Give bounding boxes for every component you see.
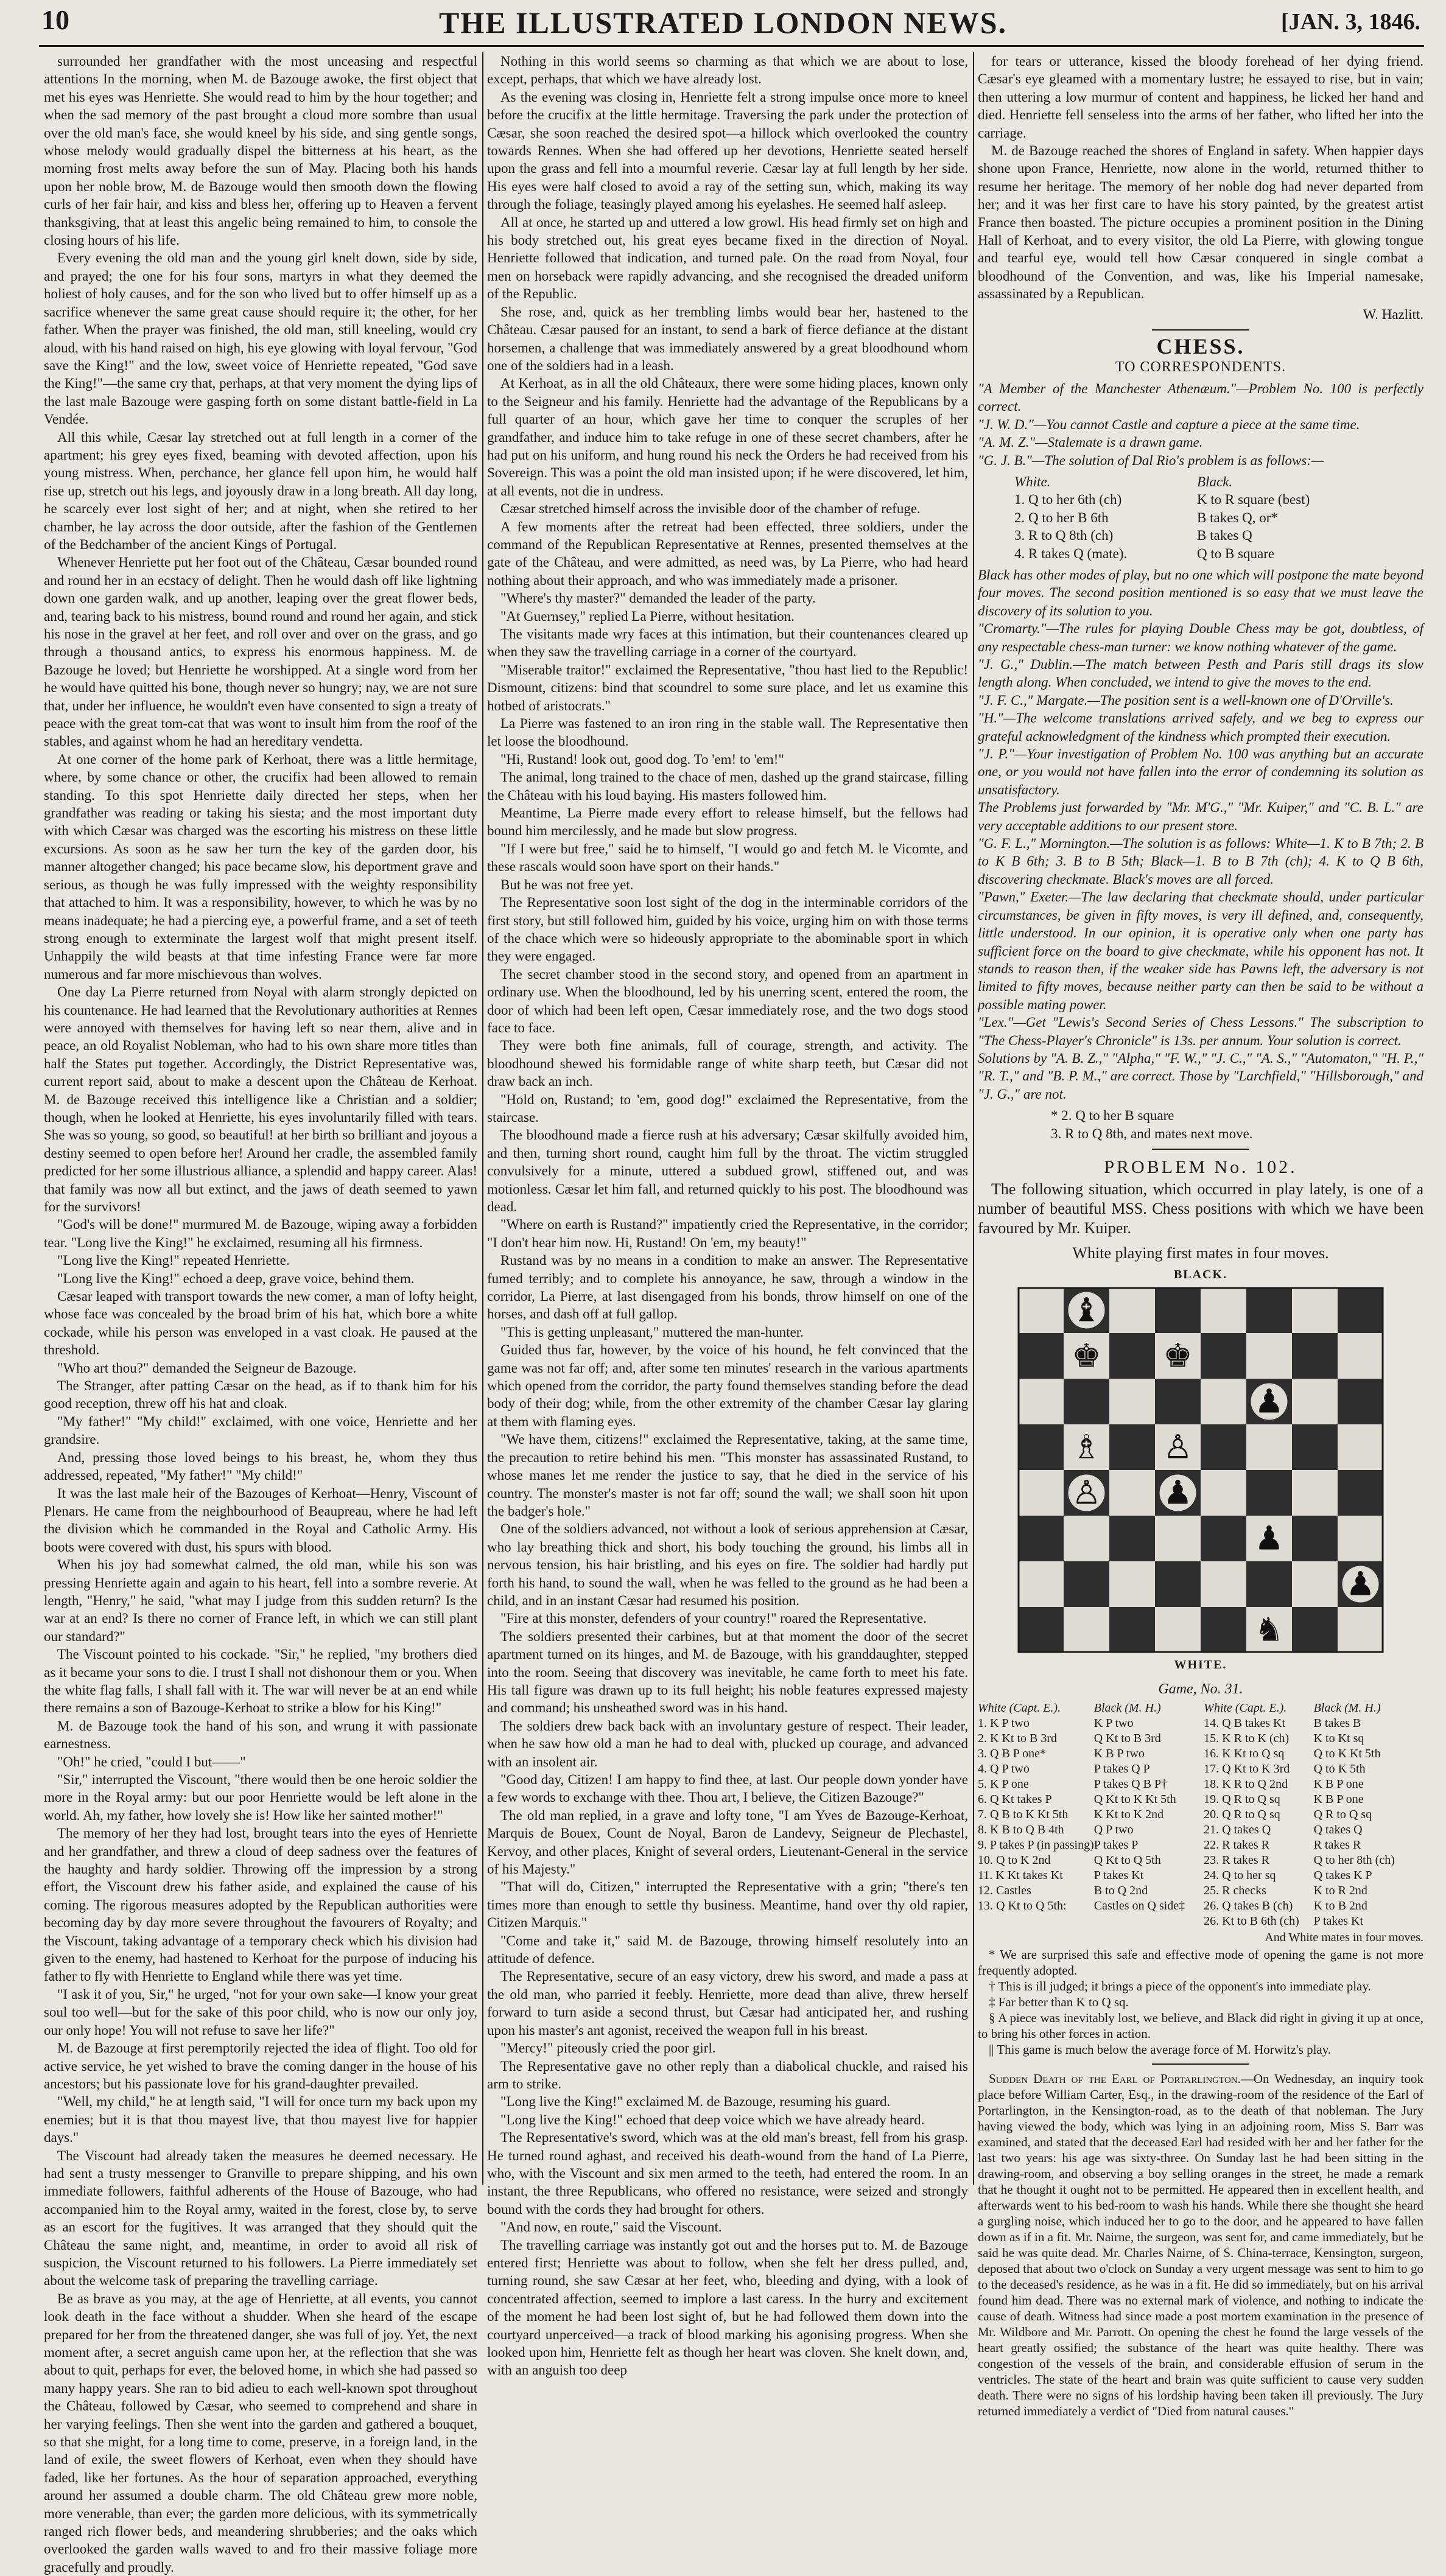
game-move: 2. K Kt to B 3rd — [978, 1732, 1057, 1745]
issue-date: [JAN. 3, 1846. — [1280, 9, 1420, 35]
story-paragraph: Cæsar stretched himself across the invisible door of the chamber of refuge. — [500, 501, 921, 517]
game-move: 13. Q Kt to Q 5th: — [978, 1899, 1067, 1913]
story-paragraph: The Stranger, after patting Cæsar on the head, as if to thank him for his good reception, threw off his hat and cloak. — [44, 1378, 477, 1412]
game-move: K to Kt sq — [1313, 1732, 1364, 1745]
game-move: 23. R takes R — [1204, 1853, 1269, 1867]
board-square — [1064, 1379, 1109, 1424]
game-move: 1. K P two — [978, 1717, 1030, 1730]
news-headline: Sudden Death of the Earl of Portarlington. — [989, 2071, 1241, 2087]
story-paragraph: "God's will be done!" murmured M. de Bazouge, wiping away a forbidden tear. "Long live the King!" he exclaimed, resuming all his firmness. — [44, 1217, 477, 1250]
story-paragraph: "And now, en route," said the Viscount. — [500, 2219, 722, 2235]
solution-table — [1014, 473, 1423, 562]
game-move: 22. R takes R — [1204, 1838, 1269, 1852]
game-move: 16. K Kt to Q sq — [1204, 1747, 1285, 1760]
story-paragraph: "My father!" "My child!" exclaimed, with one voice, Henriette and her grandsire. — [44, 1413, 477, 1447]
story-paragraph: "Fire at this monster, defenders of your country!" roared the Representative. — [500, 1611, 927, 1626]
page-header — [0, 0, 1446, 47]
footnote-moves — [1051, 1107, 1423, 1143]
story-paragraph: surrounded her grandfather with the most unceasing and respectful attentions In the morning, when M. de Bazouge awoke, the first object that met his eyes was Henriette. She would read to him by the hour together; and when the sad memory of the past brought a cloud more sombre than usual over the old man's face, she would kneel by his side, and sing gentle songs, whose melody would gradually dispel the bitterness at his heart, as the morning frost melts away before the sun of May. Placing both his hands upon her noble brow, M. de Bazouge would then smooth down the flowing curls of her fair hair, and kiss and bless her, offering up to Heaven a fervent thanksgiving, that at least this angelic being remained to him, to console the closing hours of his life. — [44, 54, 477, 248]
solution-move-row — [1014, 509, 1423, 527]
game-move: Q takes K P — [1313, 1869, 1372, 1882]
correspondent-note: "G. J. B."—The solution of Dal Rio's problem is as follows:— — [978, 452, 1324, 468]
correspondent-note: "A Member of the Manchester Athenæum."—Problem No. 100 is perfectly correct. — [978, 380, 1423, 415]
story-paragraph: Guided thus far, however, by the voice of his hound, he felt convinced that the game was not far off; and, after some ten minutes' research in the various apartments which opened from the corridor, the party found themselves standing before the dead body of their dog; while, from the other extremity of the chamber Cæsar lay glaring at them with flaming eyes. — [487, 1342, 968, 1429]
correspondent-note: "J. P."—Your investigation of Problem No. 100 was anything but an accurate one, or you would not have fallen into the error of condemning its solution as unsatisfactory. — [978, 746, 1423, 797]
solution-move-black: B takes Q, or* — [1197, 509, 1278, 525]
story-paragraph: Every evening the old man and the young girl knelt down, side by side, and prayed; the one for his four sons, martyrs in what they deemed the holiest of holy causes, and for the son who lived but to offer himself up as a sacrifice whenever the same great cause should require it; the other, for her father. When the prayer was finished, the old man, still kneeling, would cry aloud, with his hand raised on high, his eye glowing with loyal fervour, "God save the King!" and the low, sweet voice of Henriette repeated, "God save the King!"—the same cry that, perhaps, at that very moment the dying lips of the last male Bazouge were gasping forth on some distant battle-field in La Vendée. — [44, 250, 477, 427]
board-square — [1246, 1333, 1292, 1379]
board-square — [1338, 1470, 1383, 1516]
story-paragraph: The visitants made wry faces at this intimation, but their countenances cleared up when they saw the travelling carriage in a corner of the courtyard. — [487, 626, 968, 660]
game-move: P takes Kt — [1093, 1869, 1144, 1882]
story-paragraph: M. de Bazouge at first peremptorily rejected the idea of flight. Too old for active service, he yet wished to brave the coming danger in the house of his ancestors; but his passionate love for his grand-daughter prevailed. — [44, 2040, 477, 2091]
story-paragraph: The memory of her they had lost, brought tears into the eyes of Henriette and her grandfather, and threw a cloud of deep sadness over the features of the haughty and hardy soldier. Throwing off the impression by a strong effort, the Viscount drew his father aside, and explained the cause of his coming. The rigorous measures adopted by the Republican authorities were becoming day by day more severe throughout the favourers of Royalty; and the Viscount, taking advantage of a temporary check which his division had given to the enemy, had hastened to Kerhoat for the purpose of inducing his father to fly with Henriette to England while there was yet time. — [44, 1825, 477, 1984]
board-square — [1246, 1470, 1292, 1516]
masthead-title: THE ILLUSTRATED LONDON NEWS. — [438, 5, 1008, 40]
board-square — [1064, 1561, 1109, 1607]
board-square — [1018, 1379, 1064, 1424]
story-paragraph: One of the soldiers advanced, not without a look of serious apprehension at Cæsar, who lay breathing thick and short, his body touching the ground, his limbs all in nervous tension, his hair bristling, and his eyes on fire. The soldier had hardly put forth his hand, to sound the wall, when he was felled to the ground as he had been a child, and in an instant Cæsar had resumed his position. — [487, 1521, 968, 1608]
correspondent-note: Solutions by "A. B. Z.," "Alpha," "F. W.," "J. C.," "A. S.," "Automaton," "H. P.," "R. T.," and "B. P. M.," are correct. Those by "Larchfield," "Hillsborough," and "J. G.," are not. — [978, 1050, 1423, 1102]
correspondents-notes — [978, 380, 1423, 469]
game-move: Q to K Kt 5th — [1313, 1747, 1381, 1760]
story-paragraph: "At Guernsey," replied La Pierre, without hesitation. — [500, 608, 795, 624]
game-move: P takes Q B P† — [1093, 1777, 1168, 1791]
game-move: Q to K 5th — [1313, 1762, 1366, 1776]
board-square — [1018, 1424, 1064, 1470]
author-signature: W. Hazlitt. — [1363, 306, 1423, 322]
board-square — [1109, 1424, 1155, 1470]
game-col-head: Black (M. H.) — [1093, 1701, 1161, 1715]
footnote-move: 3. R to Q 8th, and mates next move. — [1051, 1125, 1253, 1141]
story-column-1 — [44, 52, 477, 2575]
game-move: 8. K B to Q B 4th — [978, 1823, 1064, 1836]
game-move: Q Kt to B 3rd — [1093, 1732, 1161, 1745]
correspondent-note: "Lex."—Get "Lewis's Second Series of Chess Lessons." The subscription to "The Chess-Player's Chronicle" is 13s. per annum. Your solution is correct. — [978, 1015, 1423, 1048]
story-paragraph: "That will do, Citizen," interrupted the Representative with a grin; "there's ten times more than enough to settle thy business. Meantime, hand over thy old rapier, Citizen Marquis." — [487, 1879, 968, 1931]
story-paragraph: "Where's thy master?" demanded the leader of the party. — [500, 590, 816, 606]
solution-move-row — [1014, 545, 1423, 562]
story-paragraph: The Representative gave no other reply than a diabolical chuckle, and raised his arm to strike. — [487, 2058, 968, 2091]
story-paragraph: The travelling carriage was instantly got out and the horses put to. M. de Bazouge entered first; Henriette was about to follow, when she felt her dress pulled, and, turning round, she saw Cæsar at her feet, who, bleeding and dying, with a look of concentrated affection, seemed to implore a last caress. In the hurry and excitement of the moment he had been lost sight of, but he had followed them down into the courtyard unperceived—a track of blood marking his agonising progress. When she looked upon him, Henriette felt as though her heart was cloven. She knelt down, and, with an anguish too deep — [487, 2237, 968, 2378]
game-move: 7. Q B to K Kt 5th — [978, 1808, 1069, 1821]
chess-piece-black: ♟ — [1254, 1382, 1284, 1421]
game-move: Q takes Q — [1313, 1823, 1363, 1836]
solution-move-black: B takes Q — [1197, 528, 1252, 544]
story-paragraph: "Well, my child," he at length said, "I will for once turn my back upon my enemies; but it is that thou mayest live, that thou mayest live for happier days." — [44, 2094, 477, 2146]
chess-piece-black: ♞ — [1254, 1610, 1284, 1649]
game-move: 6. Q Kt takes P — [978, 1793, 1052, 1806]
story-paragraph: Be as brave as you may, at the age of Henriette, at all events, you cannot look death in the face without a shudder. When she heard of the escape prepared for her from the threatened danger, she was full of joy. Yet, the next moment after, a secret anguish came upon her, at the reflection that she was about to quit, perhaps for ever, the beloved home, in which she had passed so many happy years. She ran to bid adieu to each well-known spot throughout the Château, followed by Cæsar, who seemed to comprehend and share in her varying feelings. Then she went into the garden and gathered a bouquet, so that she might, for a long time to come, preserve, in a foreign land, in the land of exile, the sweet flowers of Kerhoat, even when they should have faded, like her fortunes. As the hour of separation approached, everything around her assumed a double charm. The old Château grew more noble, more venerable, than ever; the garden more delicious, with its symmetrically ranged rich flower beds, and meandering shrubberies; and the oaks which overlooked the garden walls waved to and fro their massive foliage more gracefully and proudly. — [44, 2291, 477, 2575]
story-paragraph: The Representative's sword, which was at the old man's breast, fell from his grasp. He turned round aghast, and received his death-wound from the hand of La Pierre, who, with the Viscount and six men armed to the teeth, had entered the room. In an instant, the three Republicans, who offered no resistance, were seized and strongly bound with the cords they had brought for others. — [487, 2130, 968, 2217]
game-move: 24. Q to her sq — [1204, 1869, 1276, 1882]
story-paragraph: for tears or utterance, kissed the bloody forehead of her dying friend. Cæsar's eye gleamed with a momentary lustre; he essayed to rise, but in vain; then uttering a low murmur of content and happiness, he licked her hand and died. Henriette fell senseless into the arms of her father, who lifted her into the carriage. — [978, 54, 1423, 141]
board-square — [1201, 1424, 1246, 1470]
game-move: 26. Kt to B 6th (ch) — [1204, 1914, 1299, 1928]
game-notes — [978, 1947, 1423, 2057]
game-col-head: White (Capt. E.). — [1204, 1701, 1287, 1715]
board-square — [1018, 1607, 1064, 1653]
column-divider — [482, 52, 483, 2185]
news-body: —On Wednesday, an inquiry took place before William Carter, Esq., in the drawing-room of the residence of the Earl of Portarlington, in the Kensington-road, as to the death of that nobleman. The Jury having viewed the body, which was lying in an adjoining room, Miss S. Barr was examined, and stated that the deceased Earl had resided with her and her father for the last two years: his age was sixty-three. On Sunday last he had been sitting in the drawing-room, and observing a boy selling oranges in the street, he made a remark that he thought it ought not to be permitted. He appeared then in excellent health, and afterwards went to his bed-room to wash his hands. While there she thought she heard a gurgling noise, which induced her to go to the door, and he appeared to have fallen down as if in a fit. Mr. Nairne, the surgeon, was sent for, and came immediately, but he said he was quite dead. Mr. Charles Nairne, of S. China-terrace, Kensington, surgeon, deposed that about two o'clock on Sunday a very urgent message was sent to him to go to the deceased's residence, as he was in a fit. He did so immediately, but on his arrival found him dead. There was no external mark of violence, and nothing to indicate the cause of death. Witness had since made a post mortem examination in the presence of Mr. Wildbore and Mr. Parrott. On opening the chest he found the large vessels of the heart greatly ossified; the substance of the heart was quite healthy. There was congestion of the vessels of the brain, and considerable effusion of serum in the ventricles. The state of the heart and brain was quite sufficient to cause very sudden death. There were no signs of his lordship having been taken ill previously. The Jury returned immediately a verdict of "Died from natural causes." — [978, 2071, 1423, 2419]
solution-move-white: 4. R takes Q (mate). — [1014, 545, 1128, 561]
story-paragraph: The soldiers presented their carbines, but at that moment the door of the secret apartment turned on its hinges, and M. de Bazouge, with his granddaughter, stepped into the room. Seeing that discovery was inevitable, he came forth to meet his fate. His tall figure was drawn up to its full height; his noble features expressed majesty and command; his unsheathed sword was in his hand. — [487, 1628, 968, 1716]
solution-move-row — [1014, 491, 1423, 508]
game-move: 4. Q P two — [978, 1762, 1030, 1776]
board-square — [1018, 1287, 1064, 1333]
story-paragraph: She rose, and, quick as her trembling limbs would bear her, hastened to the Château. Cæsar paused for an instant, to send a bark of fierce defiance at the distant horsemen, a challenge that was immediately answered by a great bloodhound whom one of the soldiers had in a leash. — [487, 304, 968, 373]
game-col-head: Black (M. H.) — [1313, 1701, 1381, 1715]
story-paragraph: La Pierre was fastened to an iron ring in the stable wall. The Representative then let loose the bloodhound. — [487, 716, 968, 749]
story-paragraph: The animal, long trained to the chace of men, dashed up the grand staircase, filling the Château with his loud baying. His masters followed him. — [487, 769, 968, 803]
story-paragraph: The old man replied, in a grave and lofty tone, "I am Yves de Bazouge-Kerhoat, Marquis de Bouex, Count de Noyal, Baron de Landevy, Seigneur de Plechastel, Kervoy, and other places, Knight of several orders, Lieutenant-General in the service of his Majesty." — [487, 1807, 968, 1877]
correspondent-note: "G. F. L.," Mornington.—The solution is as follows: White—1. K to B 7th; 2. B to K B 6th; 3. B to B 5th; Black—1. B to B 7th (ch); 4. K to Q B 6th, discovering checkmate. Black's moves are all forced. — [978, 836, 1423, 887]
section-rule — [1152, 329, 1249, 331]
story-paragraph: The Representative, secure of an easy victory, drew his sword, and made a pass at the old man, who parried it feebly. Henriette, more dead than alive, threw herself forward to turn aside a second thrust, but Cæsar had anticipated her, and rushing upon his master's ant agonist, received the weapon full in his breast. — [487, 1969, 968, 2038]
board-square — [1292, 1287, 1338, 1333]
story-paragraph: "Miserable traitor!" exclaimed the Representative, "thou hast lied to the Republic! Dismount, citizens: bind that scoundrel to some sure place, and let us examine this hotbed of aristocrats." — [487, 662, 968, 713]
story-paragraph: At one corner of the home park of Kerhoat, there was a little hermitage, where, by some chance or other, the crucifix had been allowed to remain standing. To this spot Henriette daily directed her steps, when her grandfather was reading or taking his siesta; and the most important duty with which Cæsar was charged was the escorting his mistress on these little excursions. As soon as he saw her turn the key of the garden door, his manner altogether changed; his pace became slow, his deportment grave and serious, as though he was fully impressed with the weighty responsibility that attached to him. It was a responsibility, however, to which he was by no means inadequate; he had a piercing eye, a powerful frame, and a set of teeth strong enough to exterminate the largest wolf that might present itself. Unhappily the wild beasts at that time infesting France were far more numerous and far more mischievous than wolves. — [44, 751, 477, 982]
story-paragraph: "I ask it of you, Sir," he urged, "not for your own sake—I know your great soul too well—but for the sake of this poor child, who is now our only joy, our only hope! You will not refuse to save her life?" — [44, 1986, 477, 2038]
game-heading: Game, No. 31. — [1158, 1681, 1243, 1697]
board-square — [1109, 1379, 1155, 1424]
story-paragraph: Whenever Henriette put her foot out of the Château, Cæsar bounded round and round her in an ecstacy of delight. Then he would dash off like lightning down one garden walk, and up another, leaping over the great flower beds, and, tearing back to his mistress, bound round and round her again, and stick his nose in the gravel at her feet, and roll over and over on the grass, and go through a thousand antics, to express his enormous happiness. M. de Bazouge he loved; but Henriette he worshipped. At a single word from her he would have quitted his bone, though never so hungry; nay, we are not sure that, under her influence, he wouldn't even have consented to sign a treaty of peace with the great tom-cat that was wont to insult him from the roof of the stables, and against whom he had an hereditary vendetta. — [44, 555, 477, 749]
chess-piece-black: ♝ — [1072, 1290, 1101, 1329]
board-square — [1201, 1379, 1246, 1424]
game-move: K to R 2nd — [1313, 1884, 1367, 1897]
story-paragraph: They were both fine animals, full of courage, strength, and activity. The bloodhound shewed his formidable range of white sharp teeth, but Cæsar did not draw back an inch. — [487, 1038, 968, 1090]
story-paragraph: M. de Bazouge took the hand of his son, and wrung it with passionate earnestness. — [44, 1718, 477, 1752]
correspondent-note: "Cromarty."—The rules for playing Double Chess may be got, doubtless, of any respectable chess-man turner: we know nothing whatever of the game. — [978, 621, 1423, 654]
game-move: Q R to Q sq — [1313, 1808, 1372, 1821]
correspondent-note: "J. F. C.," Margate.—The position sent is a well-known one of D'Orville's. — [978, 692, 1394, 708]
correspondent-note: "Pawn," Exeter.—The law declaring that checkmate should, under particular circumstances, be given in fifty moves, is very ill defined, and, consequently, little understood. In our opinion, it is operative only when one party has sufficient force on the board to give checkmate, while his opponent has not. It stands to reason then, if the weaker side has Pawns left, the adversary is not limited to fifty moves, because neither party can then be said to be without a possible mating power. — [978, 889, 1423, 1012]
game-move: 26. Q takes B (ch) — [1204, 1899, 1293, 1913]
game-move: K B P two — [1093, 1747, 1145, 1760]
game-move: P takes Kt — [1313, 1914, 1364, 1928]
story-column-3 — [978, 52, 1423, 2419]
board-square — [1201, 1561, 1246, 1607]
board-square — [1292, 1333, 1338, 1379]
board-square — [1246, 1424, 1292, 1470]
story-paragraph: A few moments after the retreat had been effected, three soldiers, under the command of the Republican Representative at Rennes, presented themselves at the gate of the Château, and were admitted, as need was, by La Pierre, who had heard nothing about their approach, and who was immediately made a prisoner. — [487, 519, 968, 588]
solution-move-black: K to R square (best) — [1197, 492, 1310, 508]
section-rule — [1152, 2063, 1249, 2065]
correspondent-note: "H."—The welcome translations arrived safely, and we beg to express our grateful acknowledgment of the kindness which prompted their execution. — [978, 710, 1423, 744]
game-move: 5. K P one — [978, 1777, 1029, 1791]
solution-move-black: Q to B square — [1197, 545, 1275, 561]
board-square — [1109, 1287, 1155, 1333]
game-note: || This game is much below the average force of M. Horwitz's play. — [989, 2042, 1332, 2057]
game-score — [978, 1701, 1423, 1929]
solution-move-white: 1. Q to her 6th (ch) — [1014, 492, 1122, 508]
game-move: 18. K R to Q 2nd — [1204, 1777, 1288, 1791]
game-move: Q Kt to Q 5th — [1093, 1853, 1161, 1867]
story-paragraph: "Long live the King!" repeated Henriette. — [57, 1253, 290, 1269]
story-paragraph: "This is getting unpleasant," muttered the man-hunter. — [500, 1324, 804, 1340]
story-paragraph: All this while, Cæsar lay stretched out at full length in a corner of the apartment; his grey eyes fixed, beaming with devoted affection, upon his young mistress. When, perchance, her glance fell upon him, he would half rise up, stretch out his legs, and joyously draw in a long breath. All day long, he scarcely ever lost sight of her; and at night, when she retired to her chamber, he lay across the door outside, after the fashion of the Gentlemen of the Bedchamber of the ancient Kings of Portugal. — [44, 429, 477, 552]
board-square — [1338, 1516, 1383, 1561]
game-note: § A piece was inevitably lost, we believe, and Black did right in giving it up at once, to bring his other forces in action. — [978, 2011, 1423, 2042]
game-move: P takes P — [1093, 1838, 1139, 1852]
board-square — [1292, 1470, 1338, 1516]
board-square — [1338, 1287, 1383, 1333]
chess-piece-white: ♚ — [1072, 1336, 1101, 1375]
game-move: Q to her 8th (ch) — [1313, 1853, 1395, 1867]
problem-heading: PROBLEM No. 102. — [1104, 1157, 1297, 1177]
game-note: ‡ Far better than K to Q sq. — [989, 1995, 1129, 2010]
chess-heading: CHESS. — [1156, 334, 1245, 359]
board-square — [1018, 1561, 1064, 1607]
story-paragraph: The Viscount pointed to his cockade. "Sir," he replied, "my brothers died as it became your sons to die. I trust I shall not dishonour them or you. When the white flag falls, I shall fall with it. The war will never be at an end while there remains a son of Bazouge-Kerhoat to strike a blow for his King!" — [44, 1647, 477, 1716]
game-result: And White mates in four moves. — [1265, 1931, 1423, 1944]
board-square — [1155, 1516, 1201, 1561]
game-move: B takes B — [1313, 1717, 1361, 1730]
board-square — [1201, 1607, 1246, 1653]
story-paragraph: When his joy had somewhat calmed, the old man, while his son was pressing Henriette again and again to his heart, fell into a sombre reverie. At length, "Henry," he said, "what may I judge from this sudden return? Is the war at an end? Is there no corner of France left, in which we can still plant our standard?" — [44, 1557, 477, 1644]
chess-piece-black: ♟ — [1254, 1519, 1284, 1558]
game-note: * We are surprised this safe and effective mode of opening the game is not more frequently adopted. — [978, 1947, 1423, 1978]
game-move: K P two — [1093, 1717, 1134, 1730]
board-square — [1292, 1424, 1338, 1470]
game-move: B to Q 2nd — [1093, 1884, 1148, 1897]
correspondents-heading: TO CORRESPONDENTS. — [1115, 359, 1286, 375]
story-paragraph: "Long live the King!" echoed a deep, grave voice, behind them. — [57, 1270, 415, 1286]
story-paragraph: All at once, he started up and uttered a low growl. His head firmly set on high and his body stretched out, his great eyes became fixed in the direction of Noyal. Henriette followed that indication, and turned pale. On the road from Noyal, four men on horseback were rapidly advancing, and she recognised the dreaded uniform of the Republic. — [487, 214, 968, 302]
board-square — [1018, 1333, 1064, 1379]
game-move: 9. P takes P (in passing) — [978, 1838, 1094, 1852]
board-square — [1338, 1607, 1383, 1653]
story-paragraph: "Long live the King!" echoed that deep voice which we have already heard. — [500, 2112, 925, 2127]
solution-move-white: 3. R to Q 8th (ch) — [1014, 528, 1114, 544]
story-paragraph: "Come and take it," said M. de Bazouge, throwing himself resolutely into an attitude of defence. — [487, 1933, 968, 1967]
correspondent-note: "J. G.," Dublin.—The match between Pesth and Paris still drags its slow length along. When concluded, we intend to give the moves to the end. — [978, 657, 1423, 690]
story-paragraph: "Hold on, Rustand; to 'em, good dog!" exclaimed the Representative, from the staircase. — [487, 1091, 968, 1125]
game-move: R takes R — [1313, 1838, 1361, 1852]
board-square — [1338, 1424, 1383, 1470]
story-paragraph: The bloodhound made a fierce rush at his adversary; Cæsar skilfully avoided him, and then, turning short round, caught him full by the throat. The victim struggled convulsively for a minute, uttered a subdued growl, stiffened out, and was motionless. Cæsar let him fall, and returned quickly to his post. The bloodhound was dead. — [487, 1127, 968, 1214]
story-paragraph: "Who art thou?" demanded the Seigneur de Bazouge. — [57, 1360, 357, 1376]
story-paragraph: The secret chamber stood in the second story, and opened from an apartment in ordinary use. When the bloodhound, led by his unerring scent, entered the room, the door of which had been left open, Cæsar immediately rose, and the two dogs stood face to face. — [487, 966, 968, 1035]
news-item — [978, 2071, 1423, 2419]
board-square — [1201, 1333, 1246, 1379]
correspondent-note: Black has other modes of play, but no one which will postpone the mate beyond four moves. The second position mentioned is so easy that we must leave the discovery of its solution to you. — [978, 567, 1423, 618]
story-paragraph: Nothing in this world seems so charming as that which we are about to lose, except, perhaps, that which we have already lost. — [487, 54, 968, 87]
story-paragraph: "Where on earth is Rustand?" impatiently cried the Representative, in the corridor; "I don't hear him now. Hi, Rustand! On 'em, my beauty!" — [487, 1217, 968, 1250]
game-move: 14. Q B takes Kt — [1204, 1717, 1286, 1730]
game-move: 15. K R to K (ch) — [1204, 1732, 1290, 1745]
board-square — [1018, 1470, 1064, 1516]
game-move: 11. K Kt takes Kt — [978, 1869, 1063, 1882]
story-paragraph: M. de Bazouge reached the shores of England in safety. When happier days shone upon France, Henriette, now alone in the world, returned thither to resume her heritage. The memory of her noble dog had never departed from her; and it was her first care to have his story painted, by the greatest artist France then boasted. The picture occupies a prominent position in the Dining Hall of Kerhoat, and to every visitor, the old La Pierre, with glowing tongue and tearful eye, would tell how Cæsar conquered in single combat a bloodhound of the Convention, and was, like his Imperial namesake, assassinated by a Republican. — [978, 143, 1423, 302]
game-move: 3. Q B P one* — [978, 1747, 1047, 1760]
game-col-head: White (Capt. E.). — [978, 1701, 1061, 1715]
board-label-white: WHITE. — [1174, 1658, 1227, 1672]
problem-intro: The following situation, which occurred in play lately, is one of a number of beautiful MSS. Chess positions with which we have been favoured by Mr. Kuiper. — [978, 1180, 1423, 1237]
board-square — [1338, 1333, 1383, 1379]
story-paragraph: "Long live the King!" exclaimed M. de Bazouge, resuming his guard. — [500, 2094, 891, 2110]
game-move: Castles on Q side‡ — [1093, 1899, 1185, 1913]
board-square — [1064, 1607, 1109, 1653]
header-rule — [39, 45, 1424, 47]
game-move: 20. Q R to Q sq — [1204, 1808, 1280, 1821]
story-paragraph: "If I were but free," said he to himself, "I would go and fetch M. le Vicomte, and these rascals would soon have sport on their hands." — [487, 841, 968, 875]
game-move: P takes Q P — [1093, 1762, 1150, 1776]
section-rule — [1152, 1149, 1249, 1150]
footnote-move: * 2. Q to her B square — [1051, 1108, 1174, 1124]
game-move: K Kt to K 2nd — [1093, 1808, 1164, 1821]
story-paragraph: The Viscount had already taken the measures he deemed necessary. He had sent a trusty messenger to Granville to prepare shipping, and his own immediate followers, faithful adherents of the House of Bazouge, who had accompanied him to the Royal army, waited in the forest, close by, to serve as an escort for the fugitives. It was arranged that they should quit the Château the same night, and, meantime, in order to avoid all risk of suspicion, the Viscount returned to his followers. La Pierre immediately set about the welcome task of preparing the travelling carriage. — [44, 2147, 477, 2289]
game-move: 25. R checks — [1204, 1884, 1266, 1897]
board-square — [1109, 1561, 1155, 1607]
correspondent-note: "A. M. Z."—Stalemate is a drawn game. — [978, 435, 1203, 450]
story-paragraph: "Mercy!" piteously cried the poor girl. — [500, 2040, 716, 2056]
game-move: 10. Q to K 2nd — [978, 1853, 1051, 1867]
correspondent-note: "J. W. D."—You cannot Castle and capture a piece at the same time. — [978, 416, 1360, 432]
game-move: K B P one — [1313, 1793, 1364, 1806]
board-square — [1155, 1607, 1201, 1653]
board-square — [1246, 1287, 1292, 1333]
chess-piece-black: ♟ — [1346, 1564, 1375, 1603]
board-square — [1292, 1379, 1338, 1424]
board-square — [1292, 1561, 1338, 1607]
solution-black-head: Black. — [1197, 474, 1233, 489]
board-square — [1246, 1561, 1292, 1607]
game-note: † This is ill judged; it brings a piece of the opponent's into immediate play. — [989, 1979, 1371, 1994]
game-move: Q Kt to K Kt 5th — [1093, 1793, 1176, 1806]
story-paragraph: Meantime, La Pierre made every effort to release himself, but the fellows had bound him mercilessly, and he made but slow progress. — [487, 805, 968, 839]
correspondents-notes-more — [978, 566, 1423, 1103]
board-square — [1201, 1287, 1246, 1333]
chess-board — [1018, 1287, 1383, 1653]
story-paragraph: It was the last male heir of the Bazouges of Kerhoat—Henry, Viscount of Plenars. He came from the neighbourhood of Beaupreau, where he had left the division which he commanded in the Royal and Catholic Army. His boots were covered with dust, his spurs with blood. — [44, 1485, 477, 1555]
story-paragraph: The soldiers drew back back with an involuntary gesture of respect. Their leader, when he saw how old a man he had to deal with, plucked up courage, and advanced with an insolent air. — [487, 1718, 968, 1769]
story-paragraph: Cæsar leaped with transport towards the new comer, a man of lofty height, whose face was concealed by the broad brim of his hat, which bore a white cockade, while his person was enveloped in a vast cloak. He paused at the threshold. — [44, 1289, 477, 1358]
chess-piece-white: ♚ — [1163, 1336, 1193, 1375]
board-square — [1109, 1607, 1155, 1653]
board-square — [1109, 1470, 1155, 1516]
solution-move-row — [1014, 527, 1423, 544]
chess-piece-black: ♟ — [1163, 1473, 1193, 1512]
game-move: K B P one — [1313, 1777, 1364, 1791]
story-paragraph: "Oh!" he cried, "could I but——" — [57, 1754, 246, 1769]
story-column-2 — [487, 52, 968, 2378]
board-square — [1155, 1287, 1201, 1333]
board-caption: White playing first mates in four moves. — [1072, 1244, 1329, 1262]
story-paragraph: "Good day, Citizen! I am happy to find thee, at last. Our people down yonder have a few words to exchange with thee. Thou art, I believe, the Citizen Bazouge?" — [487, 1772, 968, 1805]
solution-white-head: White. — [1014, 474, 1051, 489]
board-square — [1201, 1470, 1246, 1516]
chess-piece-white: ♙ — [1072, 1473, 1101, 1512]
chess-piece-white: ♗ — [1072, 1427, 1101, 1466]
story-paragraph: The Representative soon lost sight of the dog in the interminable corridors of the first story, but still followed him, guided by his voice, urging him on with those terms of the chace which were so hideously appropriate to the abominable sport in which they were engaged. — [487, 895, 968, 964]
story-paragraph: "We have them, citizens!" exclaimed the Representative, taking, at the same time, the precaution to retire behind his men. "This monster has assassinated Rustand, to whose manes let me render the justice to say, that he died in the service of his country. The monster's master is not far off; sound the wall; we shall soon hit upon the badger's hole." — [487, 1432, 968, 1519]
story-paragraph: As the evening was closing in, Henriette felt a strong impulse once more to kneel before the crucifix at the little hermitage. Traversing the park under the protection of Cæsar, she soon reached the desired spot—a hillock which overlooked the country towards Rennes. When she had offered up her devotions, Henriette seated herself upon the grass and fell into a mournful reverie. Cæsar lay at full length by her side. His eyes were half closed to avoid a ray of the setting sun, which, making its way through the foliage, teasingly played among his eyelashes. He seemed half asleep. — [487, 89, 968, 212]
column-divider — [973, 52, 974, 2185]
chess-piece-white: ♙ — [1163, 1427, 1193, 1466]
game-move: K to B 2nd — [1313, 1899, 1367, 1913]
game-move: 21. Q takes Q — [1204, 1823, 1271, 1836]
board-square — [1109, 1516, 1155, 1561]
game-move: 12. Castles — [978, 1884, 1031, 1897]
board-square — [1155, 1379, 1201, 1424]
page-number: 10 — [41, 4, 69, 35]
board-label-black: BLACK. — [1173, 1267, 1228, 1281]
story-paragraph: But he was not free yet. — [500, 877, 634, 892]
story-ending — [978, 52, 1423, 303]
board-square — [1109, 1333, 1155, 1379]
story-paragraph: "Hi, Rustand! look out, good dog. To 'em! to 'em!" — [500, 751, 784, 767]
game-move: 19. Q R to Q sq — [1204, 1793, 1280, 1806]
board-square — [1292, 1607, 1338, 1653]
board-square — [1292, 1516, 1338, 1561]
game-move: 17. Q Kt to K 3rd — [1204, 1762, 1290, 1776]
board-square — [1155, 1561, 1201, 1607]
game-move: Q P two — [1093, 1823, 1134, 1836]
story-paragraph: "Sir," interrupted the Viscount, "there would then be one heroic soldier the more in the Royal army: but our poor Henriette would be left alone in the world. Ah, my father, how lovely she is! How like her sainted mother!" — [44, 1772, 477, 1823]
solution-move-white: 2. Q to her B 6th — [1014, 509, 1109, 525]
board-square — [1338, 1379, 1383, 1424]
board-square — [1018, 1516, 1064, 1561]
story-paragraph: At Kerhoat, as in all the old Châteaux, there were some hiding places, known only to the Seigneur and his family. Henriette had the advantage of the Republicans by a full quarter of an hour, which gave her time to conquer the scruples of her grandfather, and induce him to take refuge in one of these secret chambers, after he had put on his uniform, and hung round his neck the Orders he had received from his Sovereign. This was a point the old man insisted upon; if he were discovered, let him, at all events, not die in undress. — [487, 376, 968, 499]
correspondent-note: The Problems just forwarded by "Mr. M'G.," "Mr. Kuiper," and "C. B. L." are very acceptable additions to our present store. — [978, 800, 1423, 833]
board-square — [1064, 1516, 1109, 1561]
story-paragraph: And, pressing those loved beings to his breast, he, whom they thus addressed, repeated, "My father!" "My child!" — [44, 1449, 477, 1483]
story-paragraph: One day La Pierre returned from Noyal with alarm strongly depicted on his countenance. He had learned that the Revolutionary authorities at Rennes were annoyed with themselves for having left so near them, alive and in peace, an old Royalist Nobleman, who had to his own share more titles than half the States put together. Accordingly, the District Representative was, current report said, about to make a descent upon the Château de Kerhoat. M. de Bazouge received this intelligence like a Christian and a soldier; though, when he looked at Henriette, his eyes involuntarily filled with tears. She was so young, so good, so beautiful! at her birth so brilliant and joyous a destiny seemed to open before her! Around her cradle, the assembled family predicted for her some illustrious alliance, a splendid and happy career. Alas! that family was now all but extinct, and the jaws of death seemed to yawn for the survivors! — [44, 984, 477, 1214]
board-square — [1201, 1516, 1246, 1561]
story-paragraph: Rustand was by no means in a condition to make an answer. The Representative fumed terribly; and to complete his annoyance, he saw, through a window in the corridor, La Pierre, at last disengaged from his bonds, throw himself on one of the horses, and dash off at full gallop. — [487, 1253, 968, 1322]
